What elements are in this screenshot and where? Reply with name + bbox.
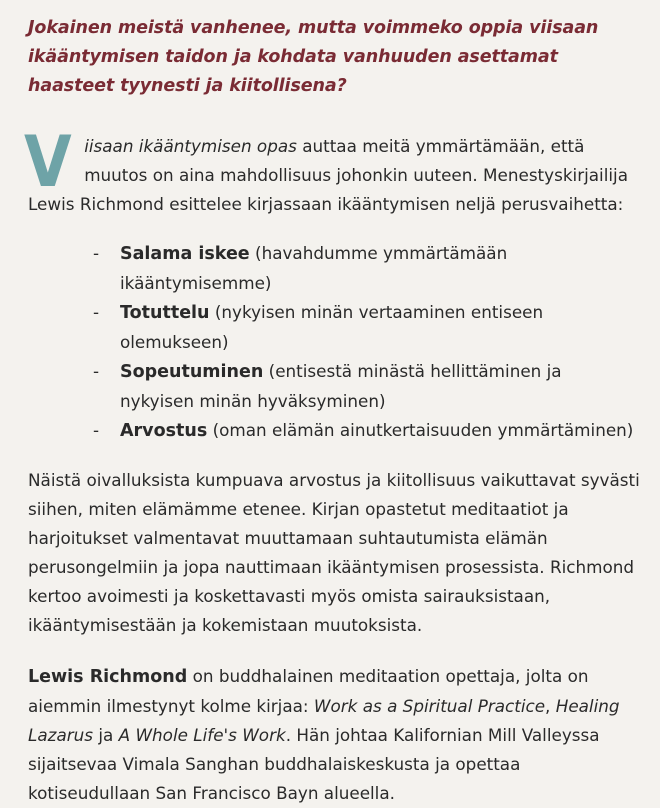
list-dash: -: [92, 302, 100, 322]
list-item: [28, 357, 640, 416]
phase-term: Totuttelu: [120, 303, 210, 323]
lead-question: Jokainen meistä vanhenee, mutta voimmeko oppia viisaan ikääntymisen taidon ja kohdata vanhuuden asettamat haasteet tyynesti ja kiitollisena?: [28, 18, 599, 96]
list-item: [28, 416, 640, 446]
phase-description: (havahdumme ymmärtämään ikääntymisemme): [120, 243, 508, 293]
list-dash: -: [92, 420, 100, 440]
list-dash: -: [92, 361, 100, 381]
book-title: Work as a Spiritual Practice: [313, 696, 546, 716]
book-title: A Whole Life's Work: [118, 725, 286, 745]
intro-paragraph: [24, 121, 640, 219]
book-title: iisaan ikääntymisen opas: [84, 136, 297, 156]
phases-list: [28, 239, 640, 446]
list-item: [28, 298, 640, 357]
body-paragraph: Näistä oivalluksista kumpuava arvostus ja kiitollisuus vaikuttavat syvästi siihen, miten elämämme etenee. Kirjan opastetut meditaatiot ja harjoitukset valmentavat muuttamaan suhtautumista elämän perusongelmiin ja jopa nauttimaan ikääntymisen prosessista. Richmond kertoo avoimesti ja koskettavasti myös omista sairauksistaan, ikääntymisestään ja kokemistaan muutoksista.: [28, 470, 640, 635]
intro-text: [28, 132, 640, 219]
phase-term: Salama iskee: [120, 244, 250, 264]
book-title: Healing Lazarus: [28, 696, 620, 745]
intro-body: auttaa meitä ymmärtämään, että muutos on aina mahdollisuus johonkin uuteen. Menestyskirjailija Lewis Richmond esittelee kirjassaan ikääntymisen neljä perusvaihetta:: [28, 136, 628, 214]
author-name: Lewis Richmond: [28, 667, 188, 687]
phase-term: Arvostus: [120, 421, 208, 441]
bio-separator: ,: [545, 696, 556, 716]
bio-separator: ja: [93, 725, 119, 745]
phase-description: (oman elämän ainutkertaisuuden ymmärtäminen): [207, 420, 634, 440]
list-item: [28, 239, 640, 298]
phase-description: (entisestä minästä hellittäminen ja nykyisen minän hyväksyminen): [120, 361, 562, 411]
drop-cap: V: [24, 121, 72, 203]
bio-text: on buddhalainen meditaation opettaja, jolta on aiemmin ilmestynyt kolme kirjaa:: [28, 666, 589, 716]
author-bio: [28, 662, 640, 808]
bio-text: . Hän johtaa Kalifornian Mill Valleyssa sijaitsevaa Vimala Sanghan buddhalaiskeskusta ja opettaa kotiseudullaan San Francisco Bayn alueella.: [28, 725, 600, 803]
back-cover-text: [24, 14, 640, 808]
phase-description: (nykyisen minän vertaaminen entiseen olemukseen): [120, 302, 544, 352]
list-dash: -: [92, 243, 100, 263]
phase-term: Sopeutuminen: [120, 362, 264, 382]
